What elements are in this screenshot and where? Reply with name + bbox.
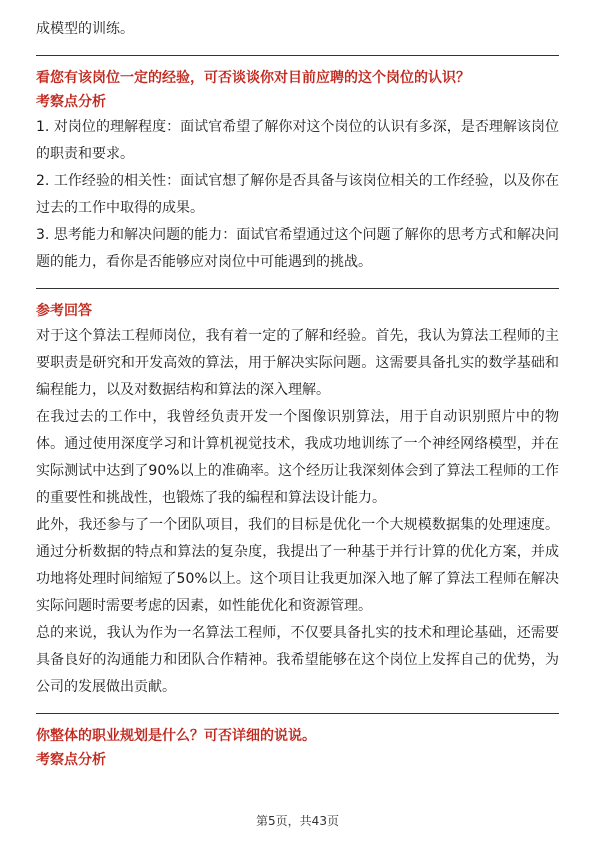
section-divider <box>36 55 559 56</box>
analysis-item: 2. 工作经验的相关性：面试官想了解你是否具备与该岗位相关的工作经验，以及你在过去的工作中取得的成果。 <box>36 173 559 216</box>
analysis-item: 3. 思考能力和解决问题的能力：面试官希望通过这个问题了解你的思考方式和解决问题的能力，看你是否能够应对岗位中可能遇到的挑战。 <box>36 227 559 270</box>
answer-paragraph: 在我过去的工作中，我曾经负责开发一个图像识别算法，用于自动识别照片中的物体。通过使用深度学习和计算机视觉技术，我成功地训练了一个神经网络模型，并在实际测试中达到了90%以上的准确率。这个经历让我深刻体会到了算法工程师的工作的重要性和挑战性，也锻炼了我的编程和算法设计能力。 <box>36 409 559 506</box>
question-title: 看您有该岗位一定的经验，可否谈谈你对目前应聘的这个岗位的认识？ <box>36 70 470 86</box>
analysis-item: 1. 对岗位的理解程度：面试官希望了解你对这个岗位的认识有多深，是否理解该岗位的职责和要求。 <box>36 119 559 162</box>
continuation-text: 成模型的训练。 <box>36 21 134 37</box>
analysis-heading: 考察点分析 <box>36 94 106 110</box>
analysis-heading: 考察点分析 <box>36 752 106 768</box>
answer-paragraph: 总的来说，我认为作为一名算法工程师，不仅要具备扎实的技术和理论基础，还需要具备良好的沟通能力和团队合作精神。我希望能够在这个岗位上发挥自己的优势，为公司的发展做出贡献。 <box>36 625 559 695</box>
answer-heading: 参考回答 <box>36 303 92 319</box>
page-number-footer: 第5页，共43页 <box>256 814 339 828</box>
question-title: 你整体的职业规划是什么？可否详细的说说。 <box>36 728 316 744</box>
answer-paragraph: 此外，我还参与了一个团队项目，我们的目标是优化一个大规模数据集的处理速度。通过分析数据的特点和算法的复杂度，我提出了一种基于并行计算的优化方案，并成功地将处理时间缩短了50%以上。这个项目让我更加深入地了解了算法工程师在解决实际问题时需要考虑的因素，如性能优化和资源管理。 <box>36 517 559 614</box>
answer-paragraph: 对于这个算法工程师岗位，我有着一定的了解和经验。首先，我认为算法工程师的主要职责是研究和开发高效的算法，用于解决实际问题。这需要具备扎实的数学基础和编程能力，以及对数据结构和算法的深入理解。 <box>36 328 559 398</box>
page-content <box>36 16 559 772</box>
section-divider <box>36 713 559 714</box>
section-divider <box>36 288 559 289</box>
